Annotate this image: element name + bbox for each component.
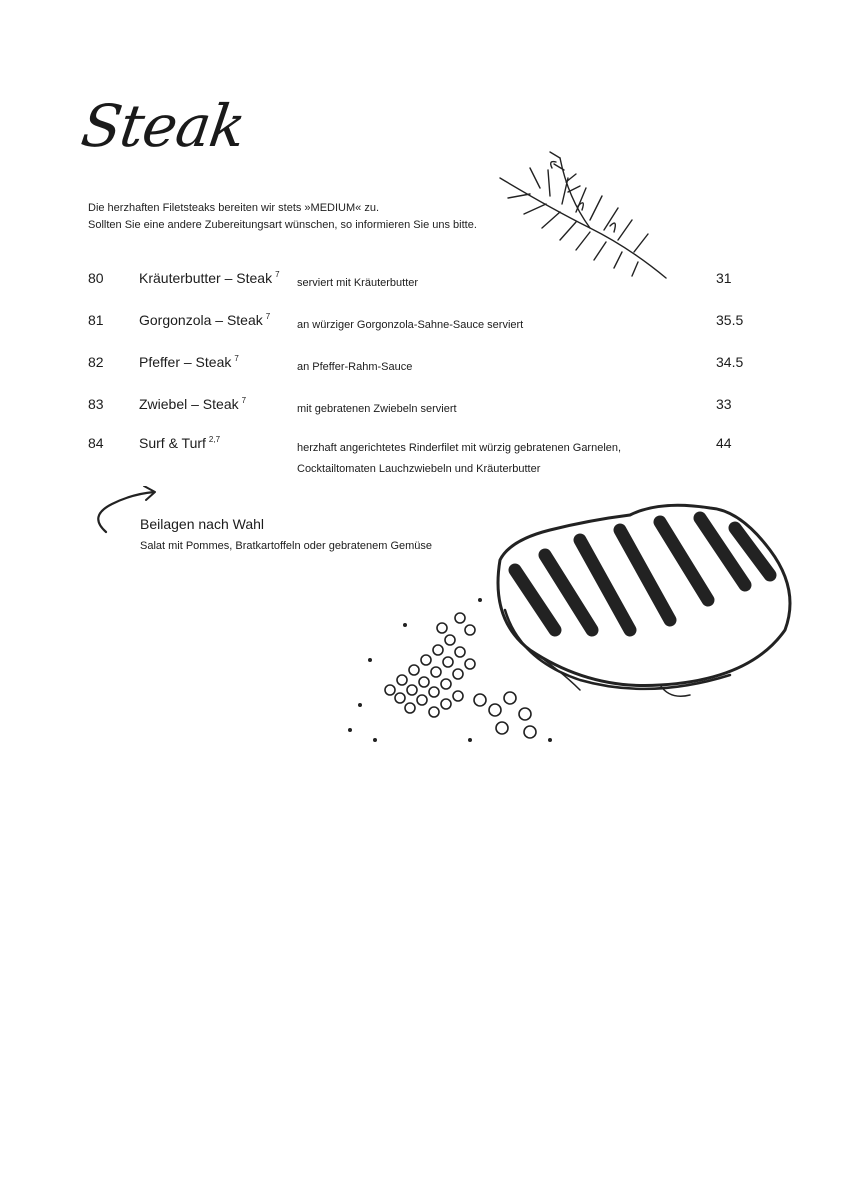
allergen-note: 7 (241, 396, 247, 405)
item-number: 84 (88, 435, 104, 451)
item-description: an würziger Gorgonzola-Sahne-Sauce serviert (297, 319, 524, 331)
allergen-note: 7 (234, 354, 239, 363)
item-name: Pfeffer – Steak $^7$ (139, 354, 239, 370)
item-price: 35.5 (716, 312, 744, 328)
item-price: 33 (716, 396, 732, 412)
item-description: mit gebratenen Zwiebeln serviert (297, 403, 457, 415)
menu-item (0, 310, 846, 350)
item-name: Kräuterbutter – Steak $^7$ (139, 270, 280, 286)
allergen-note: 7 (265, 312, 271, 321)
item-price: 31 (716, 270, 732, 286)
intro-line-1: Die herzhaften Filetsteaks bereiten wir stets »MEDIUM« zu. (88, 202, 380, 214)
rosemary-illustration (490, 148, 670, 288)
page-title: Steak (77, 92, 249, 160)
item-price: 44 (716, 435, 732, 451)
allergen-note: 7 (275, 270, 280, 279)
intro-line-2: Sollten Sie eine andere Zubereitungsart wünschen, so informieren Sie uns bitte. (88, 219, 477, 231)
item-number: 81 (88, 312, 104, 328)
item-number: 83 (88, 396, 104, 412)
menu-item (0, 268, 846, 308)
item-description: herzhaft angerichtetes Rinderfilet mit würzig gebratenen Garnelen, Cocktailtomaten Lauchzwiebeln und Kräuterbutter (297, 442, 622, 475)
menu-item (0, 352, 846, 392)
sides-title: Beilagen nach Wahl (140, 516, 265, 532)
menu-item (0, 394, 846, 434)
steak-illustration (330, 500, 800, 760)
item-price: 34.5 (716, 354, 744, 370)
item-name: Zwiebel – Steak $^7$ (139, 396, 247, 412)
item-number: 80 (88, 270, 104, 286)
item-description: an Pfeffer-Rahm-Sauce (297, 361, 413, 373)
item-number: 82 (88, 354, 104, 370)
item-name: Surf & Turf $^{2,7}$ (139, 435, 221, 451)
sides-text: Salat mit Pommes, Bratkartoffeln oder gebratenem Gemüse (140, 540, 433, 552)
item-description: serviert mit Kräuterbutter (297, 277, 419, 289)
item-name: Gorgonzola – Steak $^7$ (139, 312, 271, 328)
menu-item (0, 433, 846, 483)
allergen-note: 2,7 (208, 435, 221, 444)
intro-text (88, 200, 477, 234)
